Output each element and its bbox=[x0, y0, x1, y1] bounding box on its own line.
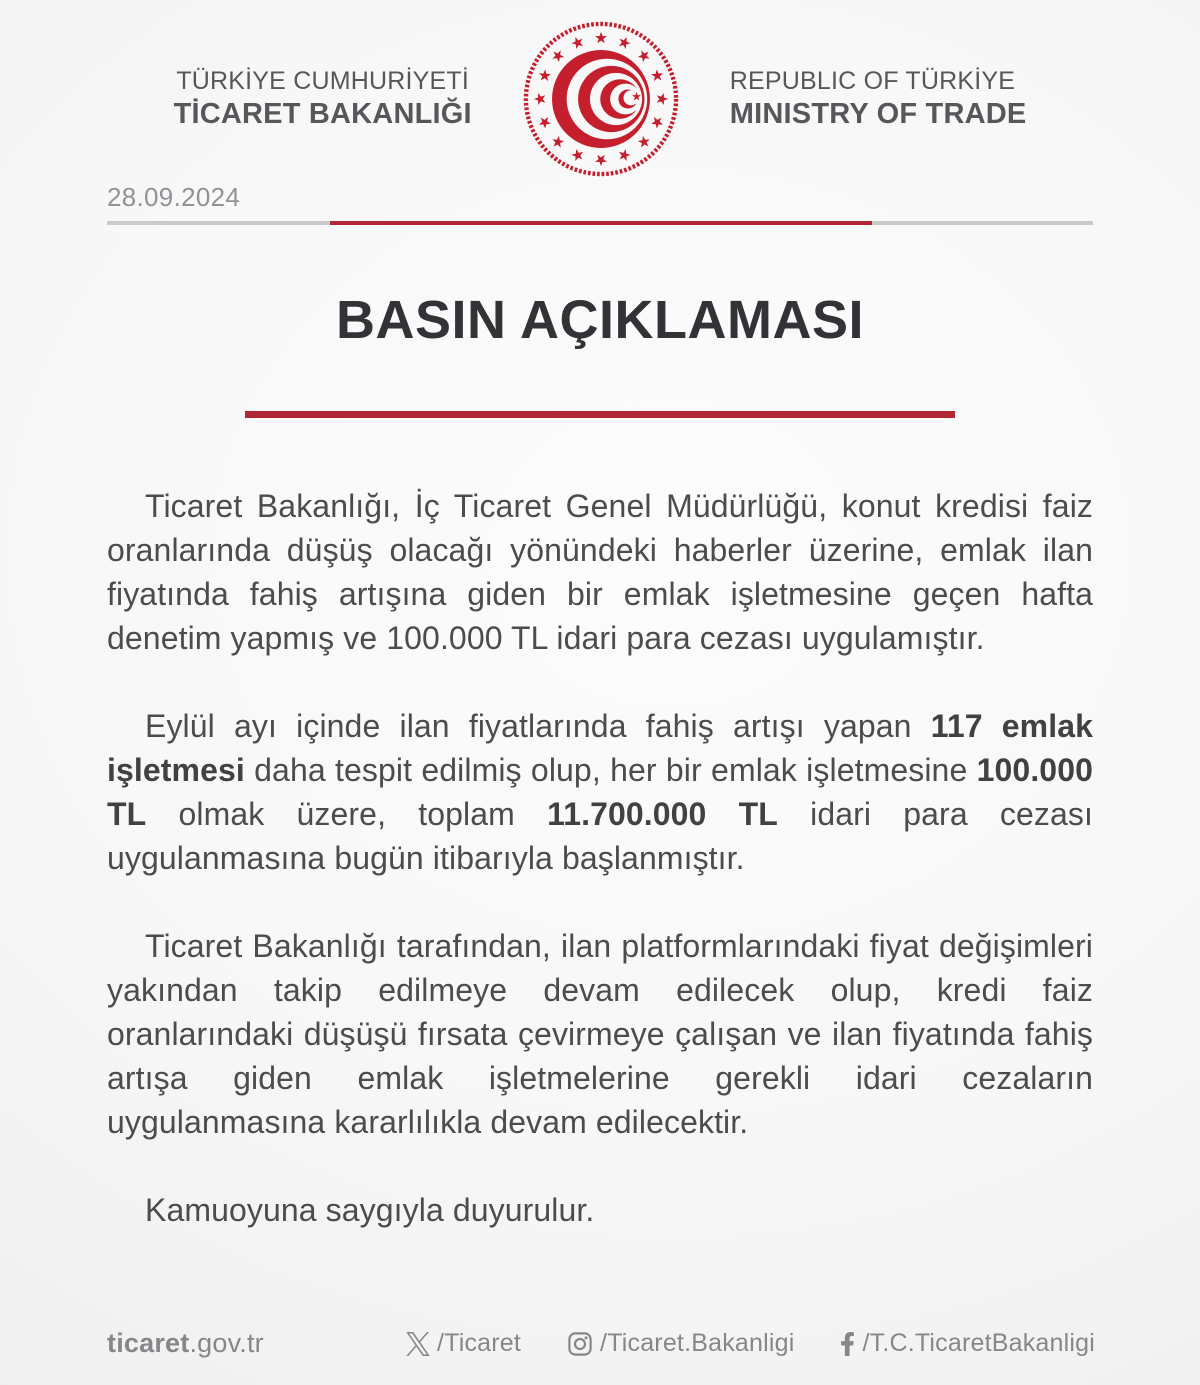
republic-name-tr: TÜRKİYE CUMHURİYETİ bbox=[176, 66, 470, 95]
website-link[interactable] bbox=[107, 1328, 264, 1359]
social-handle-x: /Ticaret bbox=[437, 1329, 522, 1357]
social-links bbox=[406, 1329, 1095, 1358]
header bbox=[0, 0, 1200, 178]
website-rest-part: .gov.tr bbox=[189, 1328, 264, 1358]
ministry-emblem-icon bbox=[522, 20, 680, 178]
page-title: BASIN AÇIKLAMASI bbox=[336, 290, 864, 350]
social-item-instagram[interactable] bbox=[567, 1329, 794, 1358]
republic-name-en: REPUBLIC OF TÜRKİYE bbox=[729, 66, 1016, 95]
social-handle-instagram: /Ticaret.Bakanligi bbox=[600, 1329, 795, 1357]
press-body bbox=[107, 484, 1093, 1232]
body-paragraph: Kamuoyuna saygıyla duyurulur. bbox=[145, 1192, 595, 1228]
release-date: 28.09.2024 bbox=[107, 182, 241, 212]
ministry-title-tr: TİCARET BAKANLIĞI bbox=[173, 98, 472, 131]
body-paragraph: Ticaret Bakanlığı, İç Ticaret Genel Müdürlüğü, konut kredisi faiz oranlarında düşüş olacağı yönündeki haberler üzerine, emlak ilan fiyatında fahiş artışına giden bir emlak işletmesine geçen hafta denetim yapmış ve 100.000 TL idari para cezası uygulamıştır. bbox=[107, 488, 1093, 656]
ministry-name-turkish bbox=[174, 66, 472, 132]
website-bold-part: ticaret bbox=[107, 1328, 190, 1358]
separator-gray-right bbox=[872, 221, 1093, 225]
social-handle-facebook: /T.C.TicaretBakanligi bbox=[862, 1329, 1095, 1357]
body-paragraph: Eylül ayı içinde ilan fiyatlarında fahiş artışı yapan 117 emlak işletmesi daha tespit edilmiş olup, her bir emlak işletmesine 100.000 TL olmak üzere, toplam 11.700.000 TL idari para cezası uygulanmasına bugün itibarıyla başlanmıştır. bbox=[107, 708, 1093, 876]
facebook-icon bbox=[840, 1331, 855, 1357]
social-item-x[interactable] bbox=[406, 1329, 521, 1358]
ministry-name-english bbox=[730, 66, 1027, 132]
instagram-icon bbox=[567, 1331, 593, 1357]
x-twitter-icon bbox=[406, 1332, 430, 1356]
social-item-facebook[interactable] bbox=[840, 1329, 1095, 1358]
ministry-of-trade-logo bbox=[522, 20, 680, 178]
ministry-title-en: MINISTRY OF TRADE bbox=[729, 98, 1027, 131]
header-separator bbox=[107, 221, 1093, 225]
footer bbox=[107, 1328, 1095, 1359]
title-divider bbox=[245, 411, 955, 418]
separator-red-center bbox=[330, 221, 872, 225]
body-paragraph: Ticaret Bakanlığı tarafından, ilan platformlarındaki fiyat değişimleri yakından takip edilmeye devam edilecek olup, kredi faiz oranlarındaki düşüşü fırsata çevirmeye çalışan ve ilan fiyatında fahiş artışa giden emlak işletmelerine gerekli idari cezaların uygulanmasına kararlılıkla devam edilecektir. bbox=[107, 928, 1093, 1140]
separator-gray-left bbox=[107, 221, 330, 225]
